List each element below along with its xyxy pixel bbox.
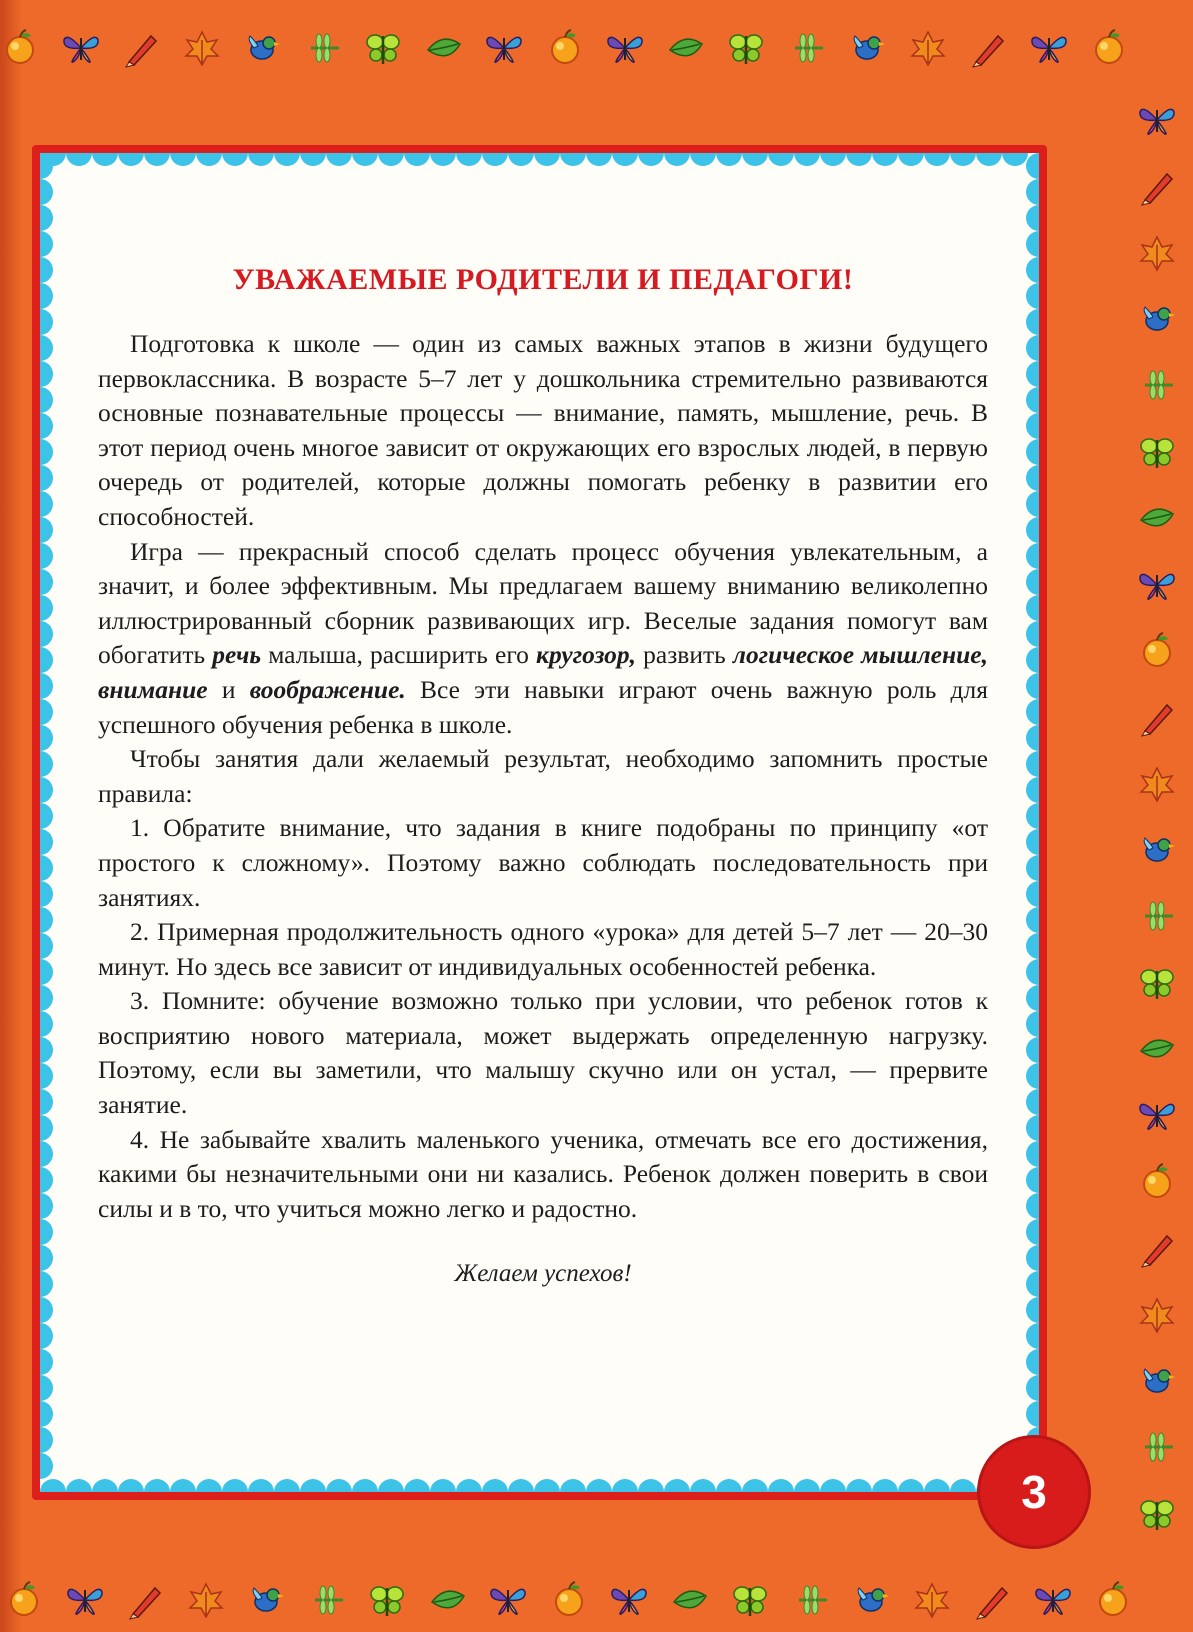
intro-paragraph: Подготовка к школе — один из самых важных этапов в жизни будущего первоклассника. В возрасте 5–7 лет у дошкольника стремительно развиваются основные познавательные процессы — внимание, память, мышление, речь. В этот период очень многое зависит от окружающих его взрослых людей, в первую очередь от родителей, которые должны помогать ребенку в развитии его способностей. <box>98 329 988 531</box>
emphasis-logic-attention: логическое мышление, внимание <box>98 640 989 704</box>
bird-icon <box>847 28 887 68</box>
apple-icon <box>0 28 40 68</box>
pencil-icon <box>125 1580 165 1620</box>
leaf-icon <box>182 28 222 68</box>
apple-icon <box>1089 28 1129 68</box>
letter-content <box>98 263 988 1288</box>
butterfly-icon <box>1137 565 1177 605</box>
pencil-icon <box>1137 1228 1177 1268</box>
green-leaf-icon <box>1137 498 1177 538</box>
top-decorative-border <box>0 20 1193 80</box>
page-title: УВАЖАЕМЫЕ РОДИТЕЛИ И ПЕДАГОГИ! <box>232 263 854 296</box>
text-span: Игра — прекрасный способ сделать процесс обучения увлекательным, а значит, и более эффективным. Мы предлагаем вашему вниманию великолепно иллюстрированный сборник развивающих игр. Веселые задания помогут вам обогатить <box>98 536 988 670</box>
butterfly-icon <box>609 1580 649 1620</box>
butterfly-icon <box>484 28 524 68</box>
bottom-decorative-border <box>0 1572 1193 1632</box>
butterfly-icon <box>488 1580 528 1620</box>
dragonfly-icon <box>791 1580 831 1620</box>
text-span: развить <box>636 640 733 670</box>
dragonfly-icon <box>303 28 343 68</box>
dragonfly-icon <box>1137 1427 1177 1467</box>
page-number-badge <box>980 1438 1088 1546</box>
bird-icon <box>851 1580 891 1620</box>
green-butterfly-icon <box>1137 963 1177 1003</box>
rule-1: 1. Обратите внимание, что задания в книге подобраны по принципу «от простого к сложному». Поэтому важно соблюдать последовательность при занятиях. <box>98 813 988 912</box>
leaf-icon <box>1137 1295 1177 1335</box>
butterfly-icon <box>1137 1095 1177 1135</box>
dragonfly-icon <box>787 28 827 68</box>
bird-icon <box>242 28 282 68</box>
text-span: Все эти навыки играют очень важную роль для успешного обучения ребенка в школе. <box>98 674 988 739</box>
apple-icon <box>545 28 585 68</box>
rule-3: 3. Помните: обучение возможно только при условии, что ребенок готов к восприятию нового материала, может выдержать определенную нагрузку. Поэтому, если вы заметили, что малышу скучно или он устал, — прервите занятие. <box>98 986 988 1120</box>
green-butterfly-icon <box>726 28 766 68</box>
emphasis-imagination: воображение. <box>249 674 406 704</box>
pencil-icon <box>1137 166 1177 206</box>
leaf-icon <box>912 1580 952 1620</box>
apple-icon <box>549 1580 589 1620</box>
emphasis-speech: речь <box>212 640 262 670</box>
butterfly-icon <box>61 28 101 68</box>
green-leaf-icon <box>424 28 464 68</box>
green-butterfly-icon <box>730 1580 770 1620</box>
dragonfly-icon <box>1137 365 1177 405</box>
dragonfly-icon <box>307 1580 347 1620</box>
apple-icon <box>1093 1580 1133 1620</box>
page-binding-shadow <box>0 0 22 1632</box>
leaf-icon <box>186 1580 226 1620</box>
right-decorative-border <box>1127 60 1187 1560</box>
text-span: и <box>207 674 250 704</box>
leaf-icon <box>1137 233 1177 273</box>
page-number: 3 <box>1021 1466 1047 1518</box>
butterfly-icon <box>605 28 645 68</box>
bird-icon <box>1137 299 1177 339</box>
butterfly-icon <box>1137 100 1177 140</box>
rule-2: 2. Примерная продолжительность одного «урока» для детей 5–7 лет — 20–30 минут. Но здесь все зависит от индивидуальных особенностей ребенка. <box>98 917 988 981</box>
pencil-icon <box>121 28 161 68</box>
butterfly-icon <box>1033 1580 1073 1620</box>
rules-intro-paragraph: Чтобы занятия дали желаемый результат, необходимо запомнить простые правила: <box>98 744 988 808</box>
apple-icon <box>1137 631 1177 671</box>
butterfly-icon <box>1029 28 1069 68</box>
green-butterfly-icon <box>1137 1494 1177 1534</box>
green-leaf-icon <box>1137 1029 1177 1069</box>
text-panel <box>40 153 1039 1492</box>
leaf-icon <box>1137 764 1177 804</box>
leaf-icon <box>908 28 948 68</box>
games-paragraph <box>98 535 988 743</box>
text-span: малыша, расширить его <box>261 640 537 670</box>
apple-icon <box>4 1580 44 1620</box>
green-leaf-icon <box>428 1580 468 1620</box>
dragonfly-icon <box>1137 896 1177 936</box>
bird-icon <box>1137 1361 1177 1401</box>
bird-icon <box>246 1580 286 1620</box>
green-leaf-icon <box>670 1580 710 1620</box>
rule-4: 4. Не забывайте хвалить маленького ученика, отмечать все его достижения, какими бы незначительными они ни казались. Ребенок должен поверить в свои силы и в то, что учиться можно легко и радостно. <box>98 1124 988 1223</box>
green-butterfly-icon <box>363 28 403 68</box>
butterfly-icon <box>65 1580 105 1620</box>
green-butterfly-icon <box>367 1580 407 1620</box>
apple-icon <box>1137 1162 1177 1202</box>
bird-icon <box>1137 830 1177 870</box>
green-butterfly-icon <box>1137 432 1177 472</box>
closing-wish: Желаем успехов! <box>454 1260 632 1288</box>
pencil-icon <box>1137 697 1177 737</box>
emphasis-outlook: кругозор, <box>536 640 637 670</box>
text-frame <box>32 145 1047 1500</box>
green-leaf-icon <box>666 28 706 68</box>
pencil-icon <box>972 1580 1012 1620</box>
pencil-icon <box>968 28 1008 68</box>
